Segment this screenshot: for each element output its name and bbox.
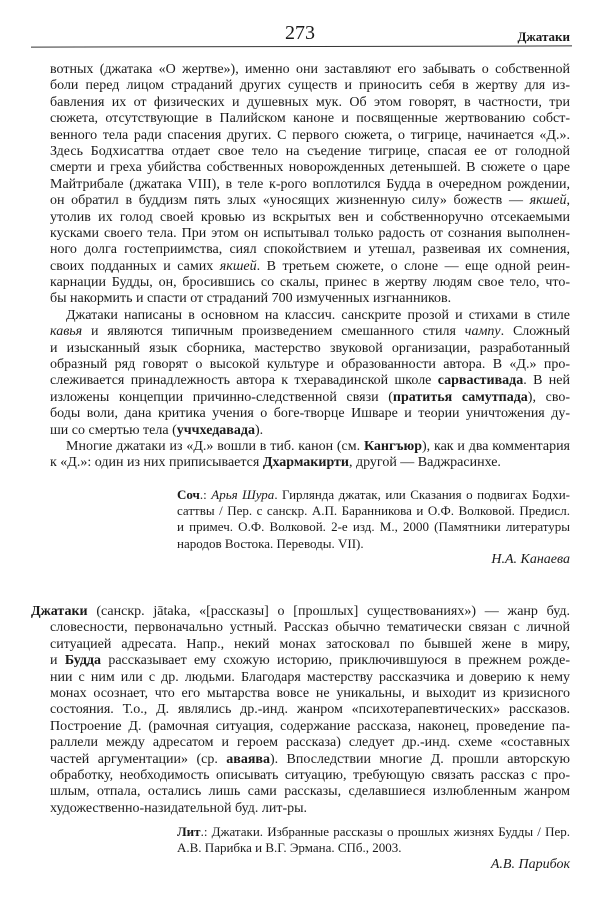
text-run: кусками своего тела. При этом он испытывал только радость от сознания выполнен- xyxy=(50,225,570,241)
text-run: . Сложный xyxy=(500,324,570,340)
text-line xyxy=(50,111,570,127)
text-run: вотных (джатака «О жертве»), именно они заставляют его забывать о собственной xyxy=(50,62,570,77)
bold-term: Будда xyxy=(64,653,102,669)
text-line xyxy=(50,620,570,636)
text-run: обработку, необходимость описывать ситуацию, требующую связать рассказ с про- xyxy=(50,767,570,783)
text-line xyxy=(50,226,570,242)
text-line xyxy=(31,604,570,620)
bold-term: Соч xyxy=(177,487,200,502)
text-run: частей аргументации» (ср. xyxy=(50,751,227,767)
bold-term: Дхармакирти xyxy=(262,455,349,471)
text-line xyxy=(50,95,570,111)
bibliography-literature xyxy=(177,824,570,856)
text-run: состояния. Т.о., Д. являлись др.-инд. жанром «психотерапевтических» рассказов. xyxy=(50,702,570,718)
text-line xyxy=(50,784,570,800)
text-run: образный ряд говорят о высокой культуре и образованности автора. В «Д.» про- xyxy=(50,357,570,373)
text-line xyxy=(177,536,570,552)
text-run: ши со смертью тела ( xyxy=(50,422,177,438)
text-line xyxy=(50,62,570,78)
text-line xyxy=(50,308,570,324)
text-line xyxy=(50,177,570,193)
text-run: Майтрибале (джатака VIII), в теле к-рого воплотился Будда в очередном рождении, xyxy=(50,176,570,192)
text-run: Здесь Бодхисаттва отдает свое тело на съедение тигрице, спасая ее от голодной xyxy=(50,143,570,159)
text-line xyxy=(50,160,570,176)
text-run: смерти и греха убийства собственных новорожденных детенышей. В сюжете о царе xyxy=(50,160,570,176)
text-line xyxy=(177,840,570,856)
text-run: ). xyxy=(254,422,264,438)
text-line xyxy=(177,824,570,840)
text-line xyxy=(50,406,570,422)
text-line xyxy=(50,144,570,160)
text-line xyxy=(50,210,570,226)
text-run: он обратил в буддизм пять злых «уносящих жизненную силу» божеств — xyxy=(50,193,530,209)
text-run: . В третьем сюжете, о слоне — еще одной реин- xyxy=(256,258,570,274)
text-line xyxy=(50,193,570,209)
text-run: карнации Будды, он, бросившись со скалы, принес в жертву людям свое тело, что- xyxy=(50,275,570,291)
text-run: .: Джатаки. Избранные рассказы о прошлых жизнях Будды / Пер. xyxy=(200,824,570,839)
text-line xyxy=(177,519,570,535)
text-run: венного тела ради спасения других. С первого сюжета, о тигрице, начинается «Д.». xyxy=(50,127,570,143)
page-number: 273 xyxy=(285,22,315,44)
text-run: народов Востока. Переводы. VII). xyxy=(177,535,364,551)
text-line xyxy=(50,719,570,735)
text-line xyxy=(50,78,570,94)
text-run: . Гирлянда джатак, или Сказания о подвигах Бодхи- xyxy=(274,487,570,502)
text-run: ), сво- xyxy=(527,389,570,405)
text-line xyxy=(50,768,570,784)
entry-jataki-text xyxy=(31,604,570,817)
text-line xyxy=(50,357,570,373)
text-run: нии с ним или с др. людьми. Благодаря мастерству рассказчика и доверию к нему xyxy=(50,669,570,685)
text-run: изложены концепции причинно-следственной связи ( xyxy=(50,389,393,405)
text-line xyxy=(50,670,570,686)
italic-term: якшей xyxy=(529,193,567,209)
text-run: художественно-назидательной буд. лит-ры. xyxy=(50,800,308,816)
italic-term: Арья Шура xyxy=(211,487,275,502)
text-run: словесности, первоначально устный. Рассказ обычно тематически связан с личной xyxy=(50,620,570,636)
text-line xyxy=(50,752,570,768)
text-line xyxy=(50,686,570,702)
text-run: саттвы / Пер. с санскр. А.П. Баранникова и О.Ф. Волковой. Предисл. xyxy=(177,503,570,519)
text-line xyxy=(50,242,570,258)
text-line xyxy=(50,291,570,307)
text-line xyxy=(177,503,570,519)
text-line xyxy=(50,259,570,275)
text-line xyxy=(50,324,570,340)
author-signature: А.В. Парибок xyxy=(490,857,570,872)
text-run: утолив их голод своей кровью из вскрытых вен и собственноручно отсекаемыми xyxy=(50,209,570,225)
text-run: рассказывает ему схожую историю, приключившуюся в прежнем рожде- xyxy=(101,653,570,669)
header-rule xyxy=(31,45,572,47)
text-run: , другой — Ваджрасинхе. xyxy=(348,455,501,471)
bold-term: Джатаки xyxy=(31,604,88,619)
bold-term: сарвастивада xyxy=(437,373,524,389)
text-run: шлым, отпала, остались лишь сами рассказы, сделавшиеся излюбленным жанром xyxy=(50,784,570,800)
text-line xyxy=(50,637,570,653)
text-run: , xyxy=(566,193,570,209)
text-line xyxy=(50,373,570,389)
text-line xyxy=(50,390,570,406)
text-run: боли перед лицом страданий других существ и приносить себя в жертву для из- xyxy=(50,78,570,94)
text-run: ситуацией адресата. Напр., некий монах затосковал по бывшей жене в миру, xyxy=(50,636,570,652)
text-run: Построение Д. (рамочная ситуация, содержание рассказа, наконец, проведение па- xyxy=(50,718,570,734)
italic-term: кавья xyxy=(50,324,83,340)
text-run: бы накормить и спасти от страданий 700 измученных изгнанников. xyxy=(50,291,452,307)
bold-term: уччхедавада xyxy=(176,422,255,438)
entry-continuation-text xyxy=(50,62,570,472)
text-line xyxy=(50,439,570,455)
text-line xyxy=(50,128,570,144)
text-run: слеживается принадлежность автора к тхеравадинской школе xyxy=(50,373,438,389)
text-line xyxy=(50,653,570,669)
text-run: к «Д.»: один из них приписывается xyxy=(50,455,263,471)
text-line xyxy=(50,702,570,718)
bold-term: аваява xyxy=(226,751,270,767)
text-run: боды воли, дана критика учения о боге-творце Ишваре и теории уничтожения ду- xyxy=(50,406,570,422)
text-run: и xyxy=(50,653,65,669)
text-run: . В ней xyxy=(523,373,570,389)
bold-term: Лит xyxy=(177,824,201,839)
text-line xyxy=(177,487,570,503)
text-run: ного долга гостеприимства, сиял спокойствием и утешал, развеивая их сомнения, xyxy=(50,242,570,258)
text-run: А.В. Парибка и В.Г. Эрмана. СПб., 2003. xyxy=(177,840,402,856)
text-line xyxy=(50,341,570,357)
text-run: Многие джатаки из «Д.» вошли в тиб. канон (см. xyxy=(66,438,364,454)
text-line xyxy=(50,801,570,817)
text-run: и являются типичным произведением смешанного стиля xyxy=(82,324,465,340)
text-run: и изысканный язык сборника, мастерство звуковой организации, разработанный xyxy=(50,340,570,356)
bibliography-works xyxy=(177,487,570,552)
text-run: (санскр. jātaka, «[рассказы] о [прошлых] существованиях») — жанр буд. xyxy=(87,604,570,619)
text-run: и примеч. О.Ф. Волковой. 2-е изд. М., 2000 (Памятники литературы xyxy=(177,519,570,535)
text-run: Джатаки написаны в основном на классич. санскрите прозой и стихами в стиле xyxy=(66,307,570,323)
text-run: сюжета, отсутствующие в Палийском каноне и посвященные жертвованию собст- xyxy=(50,111,570,127)
italic-term: чампу xyxy=(464,324,501,340)
author-signature: Н.А. Канаева xyxy=(491,552,570,567)
bold-term: Кангъюр xyxy=(363,438,422,454)
italic-term: якшей xyxy=(219,258,257,274)
bold-term: пратитья самутпада xyxy=(392,389,528,405)
text-run: своих подданных и самих xyxy=(50,258,220,274)
text-line xyxy=(50,423,570,439)
text-line xyxy=(50,735,570,751)
running-head: Джатаки xyxy=(517,29,570,44)
text-run: бавления их от физических и душевных мук. Об этом говорят, в частности, три xyxy=(50,94,570,110)
text-run: ), как и два комментария xyxy=(422,438,570,454)
text-line xyxy=(50,275,570,291)
text-run: ). Впоследствии многие Д. прошли авторскую xyxy=(269,751,570,767)
text-run: монах осознает, что его мытарства вовсе не уникальны, и выходит из кризисного xyxy=(50,685,570,701)
text-run: .: xyxy=(199,487,212,502)
text-run: раллели между адресатом и героем рассказа) следует др.-инд. схеме «составных xyxy=(50,735,570,751)
text-line xyxy=(50,455,570,471)
